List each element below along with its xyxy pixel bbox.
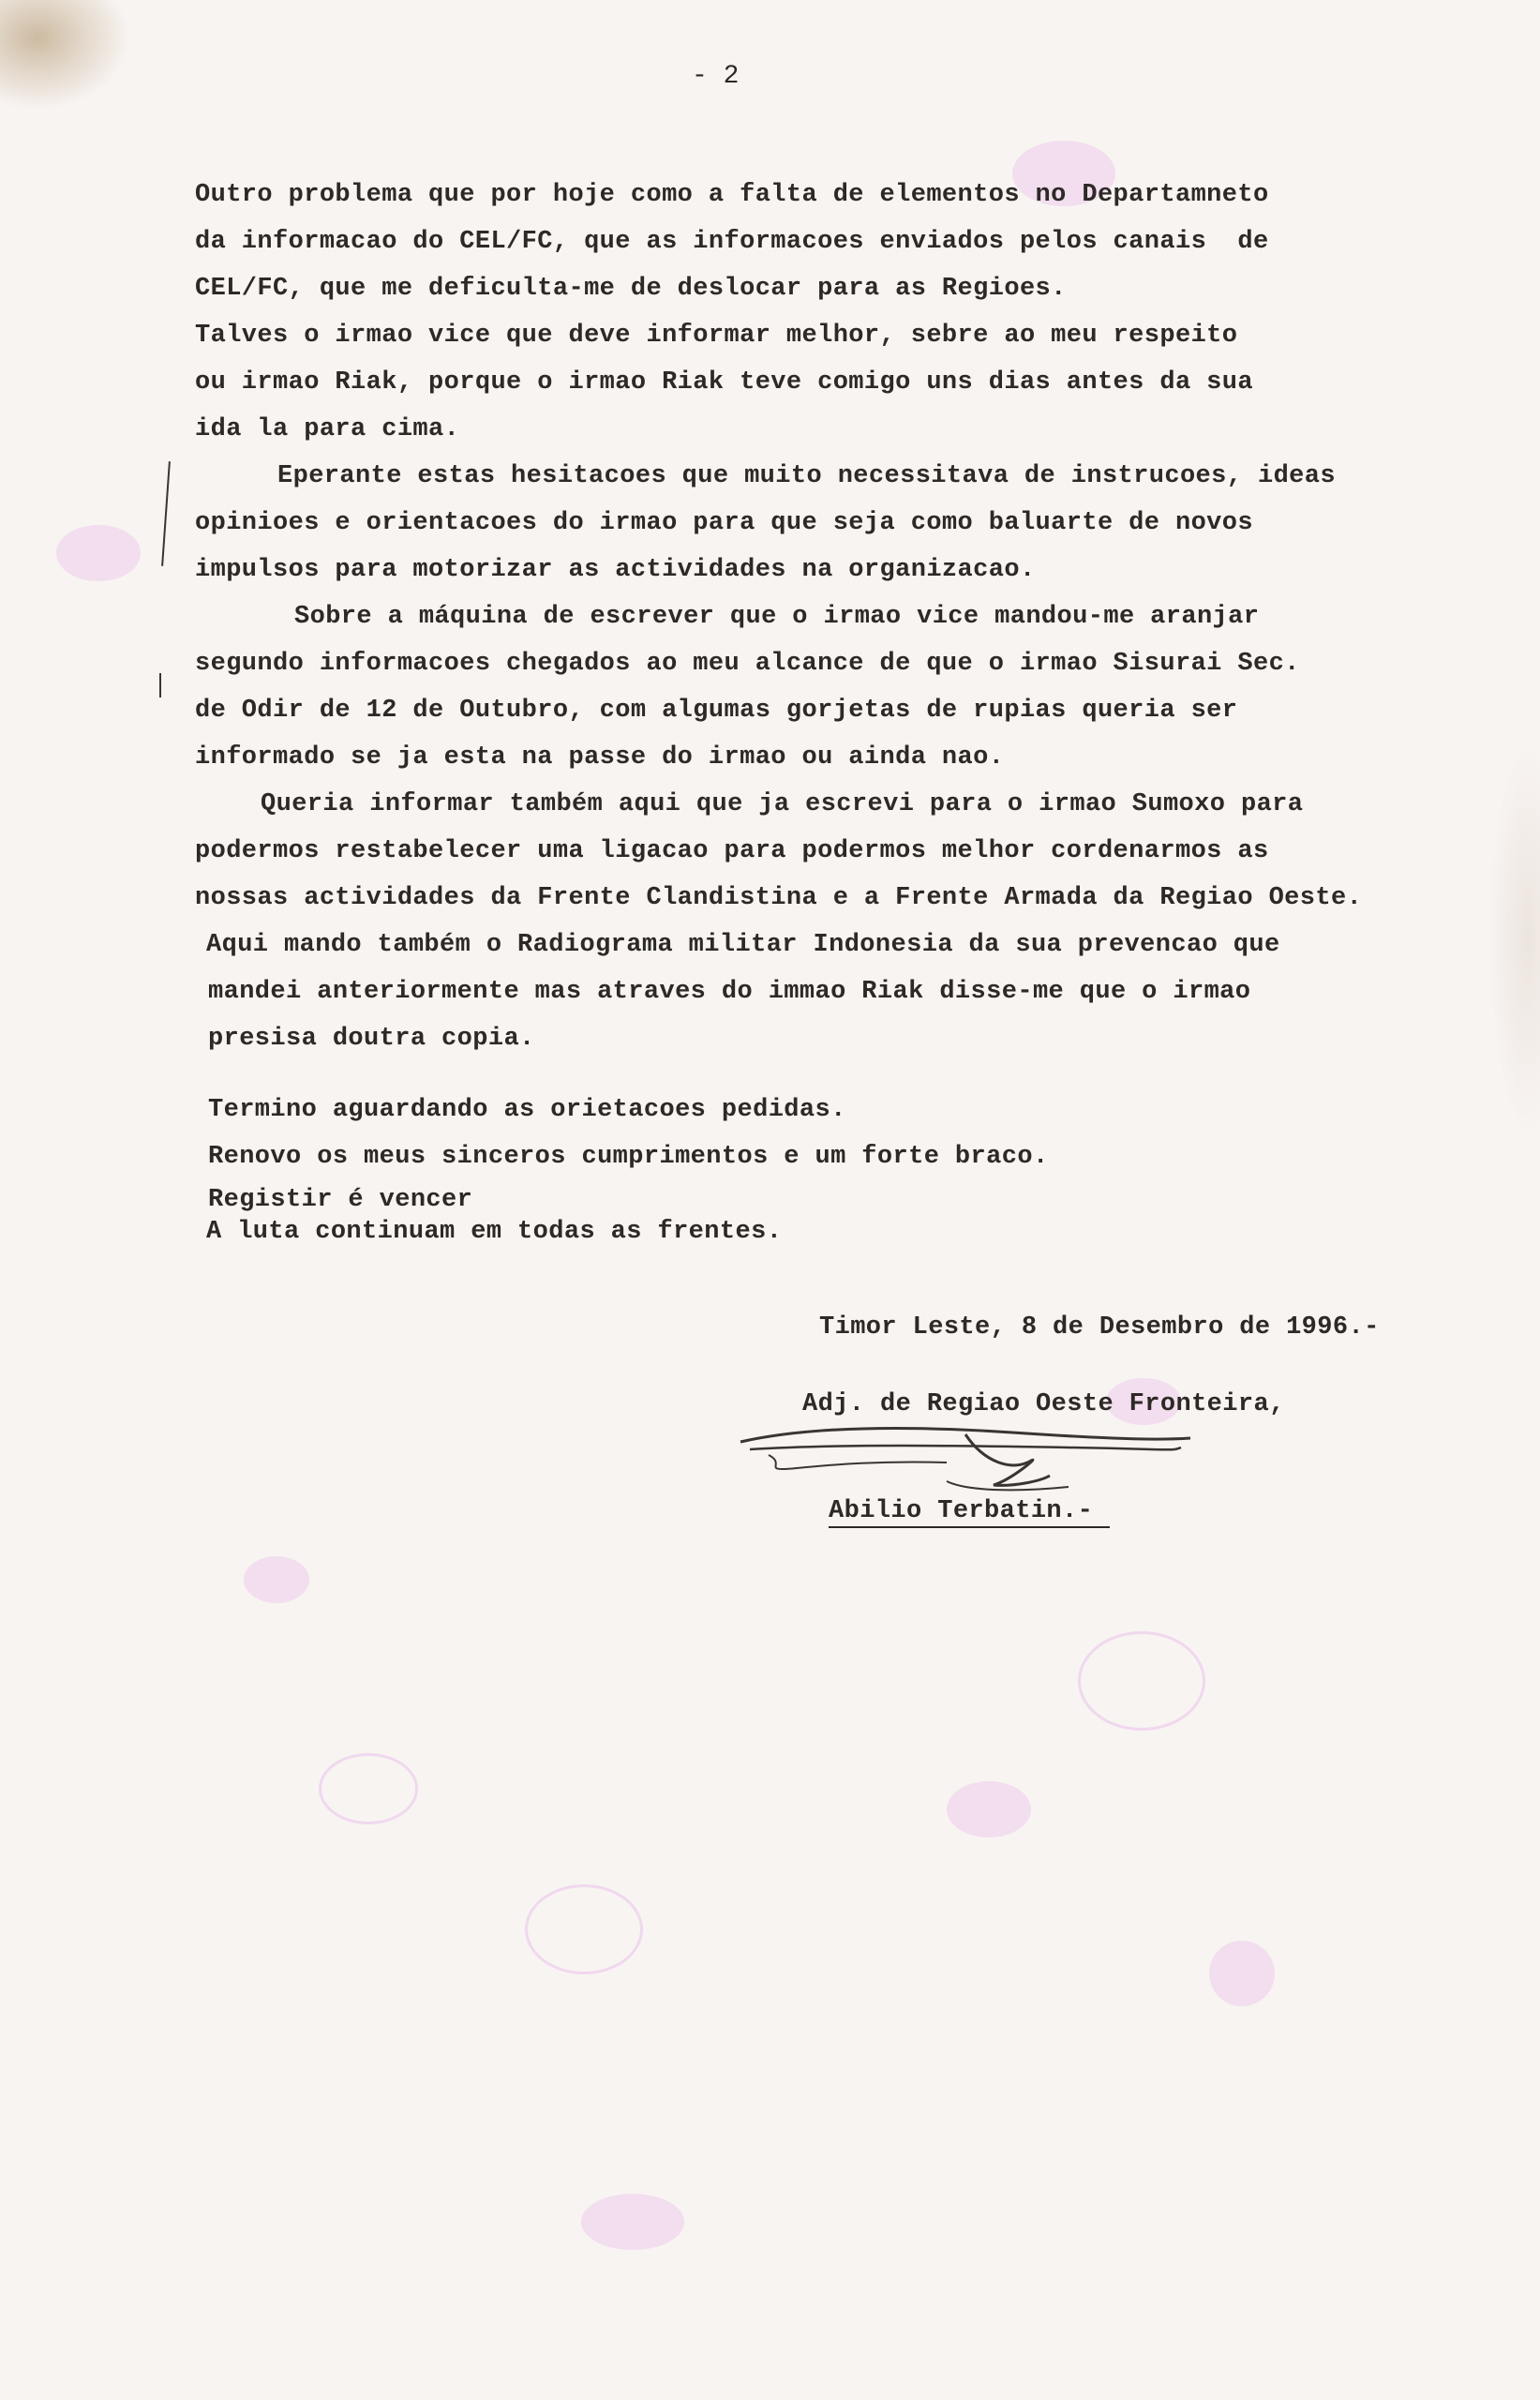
body-line: Queria informar também aqui que ja escrevi para o irmao Sumoxo para xyxy=(261,790,1304,818)
body-line: ou irmao Riak, porque o irmao Riak teve comigo uns dias antes da sua xyxy=(195,368,1253,397)
body-line: podermos restabelecer uma ligacao para podermos melhor cordenarmos as xyxy=(195,837,1269,865)
signatory-underline xyxy=(829,1526,1110,1528)
ink-ring xyxy=(525,1884,643,1974)
ink-stain xyxy=(244,1556,309,1603)
body-line: presisa doutra copia. xyxy=(208,1025,535,1053)
body-line: informado se ja esta na passe do irmao ou ainda nao. xyxy=(195,743,1005,772)
signatory-name: Abilio Terbatin.- xyxy=(829,1497,1094,1525)
margin-mark xyxy=(159,673,161,698)
body-line: Talves o irmao vice que deve informar melhor, sebre ao meu respeito xyxy=(195,322,1238,350)
place-date: Timor Leste, 8 de Desembro de 1996.- xyxy=(819,1313,1380,1342)
body-line: segundo informacoes chegados ao meu alcance de que o irmao Sisurai Sec. xyxy=(195,650,1300,678)
ink-stain xyxy=(56,525,141,581)
ink-ring xyxy=(319,1753,418,1824)
ink-stain xyxy=(1209,1941,1275,2006)
body-line: Sobre a máquina de escrever que o irmao vice mandou-me aranjar xyxy=(294,603,1260,631)
closing-line: Registir é vencer xyxy=(208,1186,473,1214)
body-line: CEL/FC, que me deficulta-me de deslocar para as Regioes. xyxy=(195,275,1067,303)
body-line: mandei anteriormente mas atraves do immao Riak disse-me que o irmao xyxy=(208,978,1251,1006)
closing-line: Termino aguardando as orietacoes pedidas. xyxy=(208,1096,846,1124)
closing-line: A luta continuam em todas as frentes. xyxy=(206,1218,783,1246)
body-line: Eperante estas hesitacoes que muito necessitava de instrucoes, ideas xyxy=(277,462,1336,490)
body-line: Outro problema que por hoje como a falta de elementos no Departamneto xyxy=(195,181,1269,209)
body-line: opinioes e orientacoes do irmao para que seja como baluarte de novos xyxy=(195,509,1253,537)
ink-stain xyxy=(947,1781,1031,1838)
page-number: - 2 xyxy=(692,62,740,91)
ink-stain xyxy=(581,2194,684,2250)
body-line: da informacao do CEL/FC, que as informacoes enviados pelos canais de xyxy=(195,228,1269,256)
body-line: ida la para cima. xyxy=(195,415,460,443)
signature-scribble xyxy=(731,1406,1219,1509)
body-line: de Odir de 12 de Outubro, com algumas gorjetas de rupias queria ser xyxy=(195,697,1238,725)
closing-line: Renovo os meus sinceros cumprimentos e um forte braco. xyxy=(208,1143,1049,1171)
signatory-title: Adj. de Regiao Oeste Fronteira, xyxy=(802,1390,1285,1418)
ink-ring xyxy=(1078,1631,1205,1731)
body-line: Aqui mando também o Radiograma militar Indonesia da sua prevencao que xyxy=(206,931,1280,959)
body-line: impulsos para motorizar as actividades na organizacao. xyxy=(195,556,1036,584)
body-line: nossas actividades da Frente Clandistina e a Frente Armada da Regiao Oeste. xyxy=(195,884,1363,912)
